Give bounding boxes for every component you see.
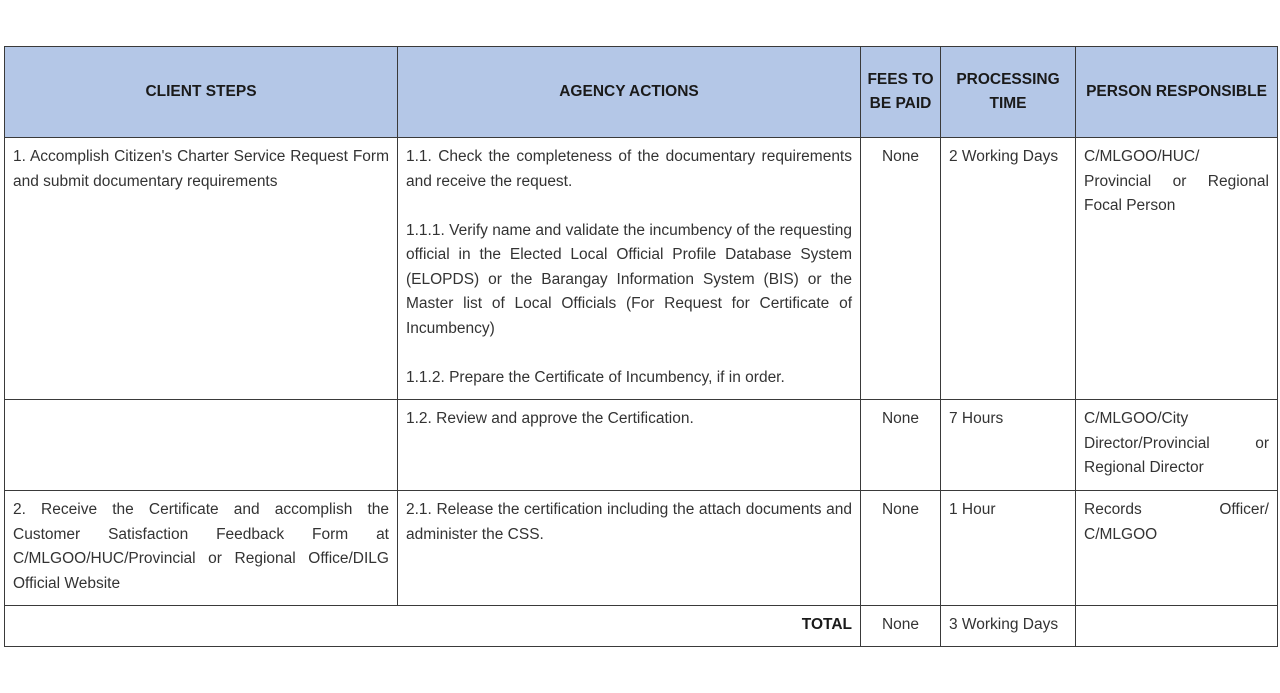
agency-action-text: 1.1.1. Verify name and validate the incumbency of the requesting official in the Elected Local Official Profile Database System (ELOPDS) or the Barangay Information System (BIS) or the Master list of Local Officials (For Request for Certificate of Incumbency) [406,221,852,337]
person-responsible-cell: C/MLGOO/HUC/ Provincial or Regional Focal Person [1076,138,1278,400]
processing-time-cell: 1 Hour [941,491,1076,606]
client-step-cell: 1. Accomplish Citizen's Charter Service Request Form and submit documentary requirements [5,138,398,400]
table-row [5,400,1278,491]
header-fees: FEES TO BE PAID [861,47,941,138]
person-responsible-cell: Records Officer/ C/MLGOO [1076,491,1278,606]
header-person-responsible: PERSON RESPONSIBLE [1076,47,1278,138]
paragraph-spacer [406,194,852,219]
agency-actions-cell [398,138,861,400]
fees-cell: None [861,138,941,400]
processing-time-cell: 2 Working Days [941,138,1076,400]
total-label: TOTAL [5,606,861,647]
total-row [5,606,1278,647]
table-row [5,138,1278,400]
agency-action-text: 1.1.2. Prepare the Certificate of Incumbency, if in order. [406,368,785,386]
table-row [5,491,1278,606]
person-responsible-cell: C/MLGOO/City Director/Provincial or Regional Director [1076,400,1278,491]
fees-cell: None [861,400,941,491]
fees-cell: None [861,491,941,606]
agency-action-text: 2.1. Release the certification including the attach documents and administer the CSS. [406,501,852,543]
paragraph-spacer [406,341,852,366]
total-processing-time-cell: 3 Working Days [941,606,1076,647]
processing-time-cell: 7 Hours [941,400,1076,491]
client-step-cell: 2. Receive the Certificate and accomplish the Customer Satisfaction Feedback Form at C/MLGOO/HUC/Provincial or Regional Office/DILG Official Website [5,491,398,606]
header-processing-time: PROCESSING TIME [941,47,1076,138]
agency-actions-cell [398,491,861,606]
header-agency-actions: AGENCY ACTIONS [398,47,861,138]
agency-action-text: 1.2. Review and approve the Certification. [406,410,694,427]
agency-actions-cell [398,400,861,491]
total-fees-cell: None [861,606,941,647]
agency-action-text: 1.1. Check the completeness of the documentary requirements and receive the request. [406,148,852,190]
table-header-row [5,47,1278,138]
client-step-cell [5,400,398,491]
header-client-steps: CLIENT STEPS [5,47,398,138]
total-person-responsible-cell [1076,606,1278,647]
citizens-charter-table [4,46,1278,647]
